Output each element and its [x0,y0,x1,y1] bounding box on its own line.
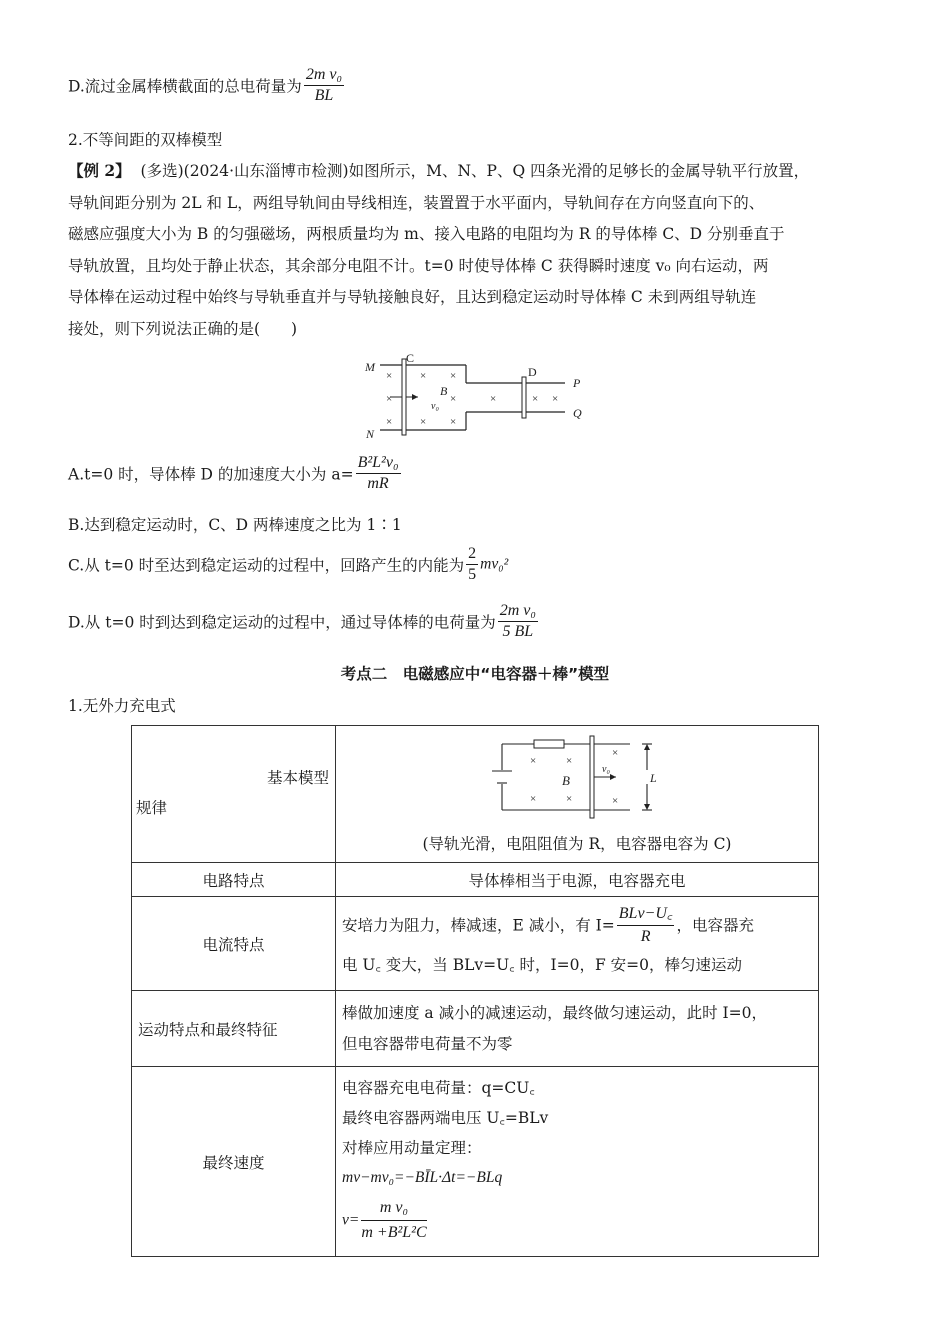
label-b: B [562,773,570,788]
label-n: N [366,427,375,441]
svg-text:×: × [420,370,427,382]
table-row: 最终速度 电容器充电电荷量：q=CU꜀ 最终电容器两端电压 U꜀=BLv 对棒应用动量定理： mv−mv₀=−BĪL·Δt=−BLq v= $\frac{\text{m v₀}}{\text{m +B²L²C}}$ [132,1067,819,1257]
svg-text:×: × [420,416,427,428]
svg-text:×: × [532,393,539,405]
label-p: P [573,376,581,390]
table-row: 运动特点和最终特征 棒做加速度 a 减小的减速运动，最终做匀速运动，此时 I=0， 但电容器带电荷量不为零 [132,991,819,1067]
example-2-stem: 【例 2】 (多选)(2024·山东淄博市检测)如图所示，M、N、P、Q 四条光滑的足够长的金属导轨平行放置， 导轨间距分别为 2L 和 L，两组导轨间由导线相连，装置置于水平面内，导轨间存在方向竖直向下的、 磁感应强度大小为 B 的匀强磁场，两根质量均为 m、接入电路的电阻均为 R 的导体棒 C、D 分别垂直于 导轨放置，且均处于静止状态，其余部分电阻不计。t=0 时使导体棒 C 获得瞬时速度 v₀ 向右运动，两 导体棒在运动过程中始终与导轨垂直并与导轨接触良好，且达到稳定运动时导体棒 C 未到两组导轨连 接处，则下列说法正确的是( ) [68,161,810,338]
resistor [534,740,564,748]
svg-text:×: × [386,416,393,428]
example-tag: 【例 2】 [68,161,131,180]
svg-text:×: × [386,370,393,382]
svg-text:×: × [566,793,573,805]
capacitor-rod-figure [492,732,662,820]
option-d: D.从 t=0 时到达到稳定运动的过程中，通过导体棒的电荷量为 $\frac{\text{2m v₀}}{5 BL}$ [68,602,536,640]
subsection-title: 1.无外力充电式 [68,697,176,715]
svg-text:×: × [450,370,457,382]
rod-c [402,359,406,435]
svg-text:×: × [386,393,393,405]
example-source: (多选)(2024·山东淄博市检测) [140,162,349,180]
label-l: L [650,771,657,785]
charge-fraction: $\frac{\text{2m v₀}}{BL}$ [305,66,343,104]
label-v0: v₀ [431,401,439,412]
section-heading: 考点二 电磁感应中“电容器＋棒”模型 [340,665,610,683]
option-c: C.从 t=0 时至达到稳定运动的过程中，回路产生的内能为 $\frac{2}{5}$ mv₀² [68,545,509,583]
option-a: A.t=0 时，导体棒 D 的加速度大小为 a= $\frac{\text{B²L²v₀}}{mR}$ [68,454,399,492]
svg-text:×: × [612,747,619,759]
top-option-d: D.流过金属棒横截面的总电荷量为 $\frac{\text{2m v₀}}{BL}$ [68,66,343,104]
double-rod-figure [360,350,600,445]
rod-d [522,377,526,418]
label-c: C [406,351,415,365]
svg-text:×: × [450,393,457,405]
model-table [131,725,819,1257]
rod [590,736,594,818]
table-row: 电流特点 安培力为阻力，棒减速，E 减小，有 I= $\frac{\text{BLv−U꜀}}{R}$ ，电容器充 电 U꜀ 变大，当 BLv=U꜀ 时，I=0，F 安=0，棒匀速运动 [132,897,819,991]
label-d: D [528,365,537,379]
label-b: B [440,384,448,398]
figure-caption: (导轨光滑，电阻阻值为 R，电容器电容为 C) [422,835,732,853]
svg-text:×: × [566,755,573,767]
label-v0: v₀ [602,764,610,775]
label-q: Q [573,406,582,420]
table-row [132,726,819,863]
option-b: B.达到稳定运动时，C、D 两棒速度之比为 1∶1 [68,516,402,534]
diagonal-header-cell: 基本模型 规律 [132,726,336,863]
svg-text:×: × [530,793,537,805]
svg-text:×: × [612,795,619,807]
label-m: M [365,360,375,374]
model-figure-cell [336,726,819,863]
svg-text:×: × [450,416,457,428]
svg-text:×: × [530,755,537,767]
table-row: 电路特点 导体棒相当于电源，电容器充电 [132,863,819,897]
svg-text:×: × [490,393,497,405]
section-title-double-rod: 2.不等间距的双棒模型 [68,131,223,149]
svg-text:×: × [552,393,559,405]
